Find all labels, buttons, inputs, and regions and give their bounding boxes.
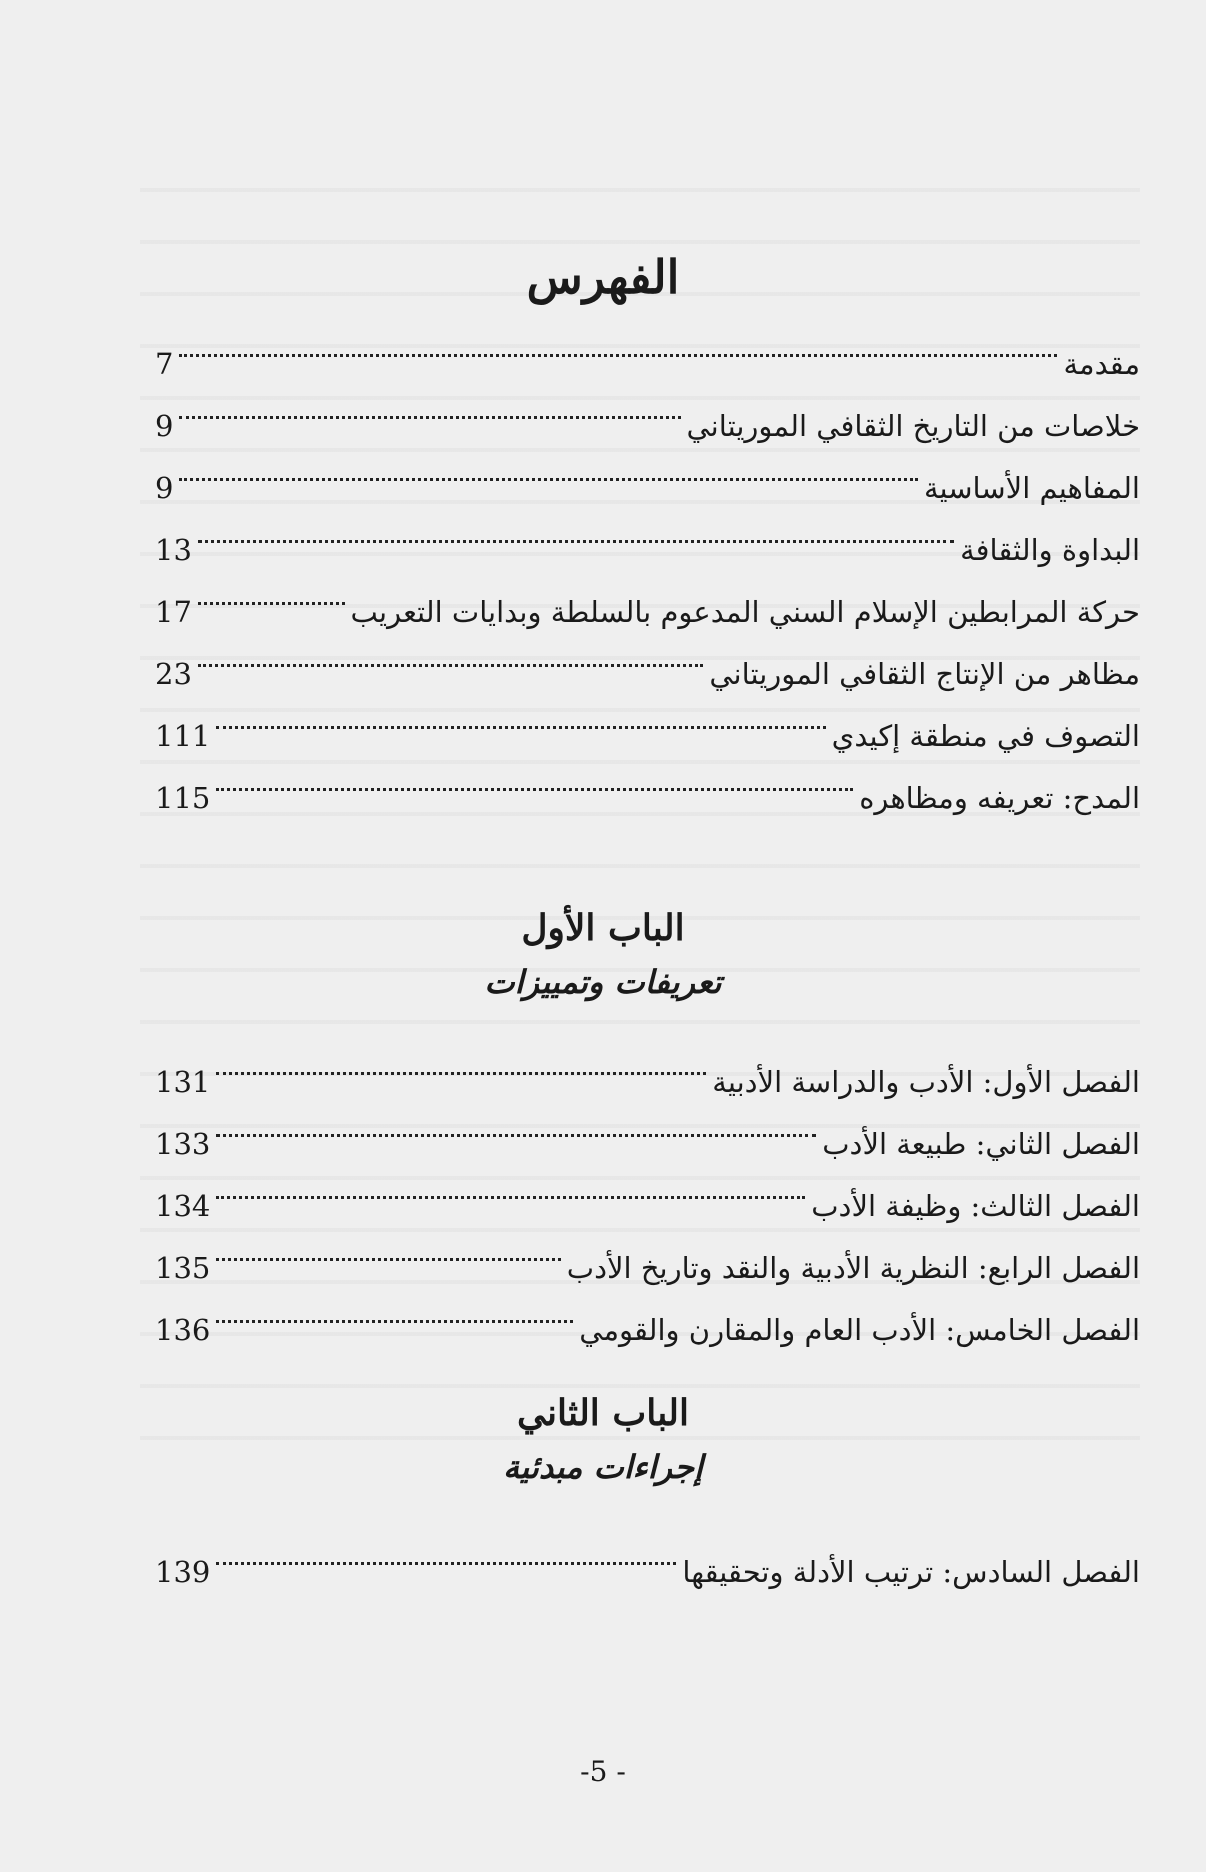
toc-entry-page: 111 xyxy=(155,719,211,753)
toc-dot-leader xyxy=(179,312,1057,374)
toc-entry-page: 23 xyxy=(155,657,192,691)
toc-entry-label: الفصل الثاني: طبيعة الأدب xyxy=(822,1127,1140,1161)
toc-entry-page: 134 xyxy=(155,1189,211,1223)
toc-entry-page: 7 xyxy=(155,347,174,381)
toc-entry-page: 17 xyxy=(155,595,192,629)
toc-entry-label: البداوة والثقافة xyxy=(960,533,1140,567)
toc-dot-leader xyxy=(216,746,853,808)
toc-dot-leader xyxy=(198,498,954,560)
toc-dot-leader xyxy=(198,622,703,684)
toc-dot-leader xyxy=(179,374,680,436)
toc-entry-page: 9 xyxy=(155,409,174,443)
toc-entry-page: 133 xyxy=(155,1127,211,1161)
toc-entry xyxy=(155,1030,1140,1099)
toc-dot-leader xyxy=(179,436,917,498)
toc-dot-leader xyxy=(216,1092,816,1154)
toc-dot-leader xyxy=(216,1520,676,1582)
toc-entry-label: الفصل الثالث: وظيفة الأدب xyxy=(811,1189,1140,1223)
part1-subtitle: تعريفات وتمييزات xyxy=(484,963,722,1001)
toc-dot-leader xyxy=(198,560,345,622)
toc-entry-page: 115 xyxy=(155,781,211,815)
toc-entry-page: 139 xyxy=(155,1555,211,1589)
toc-entry xyxy=(155,312,1140,381)
part1-heading xyxy=(0,900,1206,1008)
toc-dot-leader xyxy=(216,1154,805,1216)
part2-heading xyxy=(0,1385,1206,1493)
part2-subtitle: إجراءات مبدئية xyxy=(503,1448,703,1486)
toc-entry-label: مظاهر من الإنتاج الثقافي الموريتاني xyxy=(709,657,1140,691)
toc-entry-label: التصوف في منطقة إكيدي xyxy=(831,719,1140,753)
toc-entry-label: الفصل الرابع: النظرية الأدبية والنقد وتاريخ الأدب xyxy=(566,1251,1140,1285)
toc-entry-label: المدح: تعريفه ومظاهره xyxy=(859,781,1140,815)
toc-part1-section xyxy=(155,1030,1140,1347)
part2-title: الباب الثاني xyxy=(516,1392,690,1434)
toc-entry-page: 135 xyxy=(155,1251,211,1285)
toc-entry-label: خلاصات من التاريخ الثقافي الموريتاني xyxy=(686,409,1140,443)
toc-dot-leader xyxy=(216,1216,560,1278)
toc-part2-section xyxy=(155,1520,1140,1589)
part1-title: الباب الأول xyxy=(521,907,685,949)
toc-dot-leader xyxy=(216,684,825,746)
toc-entry-page: 13 xyxy=(155,533,192,567)
toc-entry-label: الفصل الأول: الأدب والدراسة الأدبية xyxy=(712,1065,1140,1099)
toc-entry-page: 9 xyxy=(155,471,174,505)
toc-dot-leader xyxy=(216,1278,573,1340)
page-number: -5 - xyxy=(580,1755,626,1788)
toc-entry-label: الفصل الخامس: الأدب العام والمقارن والقومي xyxy=(579,1313,1140,1347)
toc-entry-label: مقدمة xyxy=(1063,347,1140,381)
toc-entry xyxy=(155,374,1140,443)
page-title: الفهرس xyxy=(526,250,680,304)
toc-intro-section xyxy=(155,312,1140,815)
toc-entry-label: الفصل السادس: ترتيب الأدلة وتحقيقها xyxy=(682,1555,1140,1589)
toc-entry-label: حركة المرابطين الإسلام السني المدعوم بالسلطة وبدايات التعريب xyxy=(350,595,1140,629)
toc-entry-page: 136 xyxy=(155,1313,211,1347)
toc-entry xyxy=(155,1520,1140,1589)
toc-entry-label: المفاهيم الأساسية xyxy=(923,471,1140,505)
toc-dot-leader xyxy=(216,1030,706,1092)
toc-entry-page: 131 xyxy=(155,1065,211,1099)
